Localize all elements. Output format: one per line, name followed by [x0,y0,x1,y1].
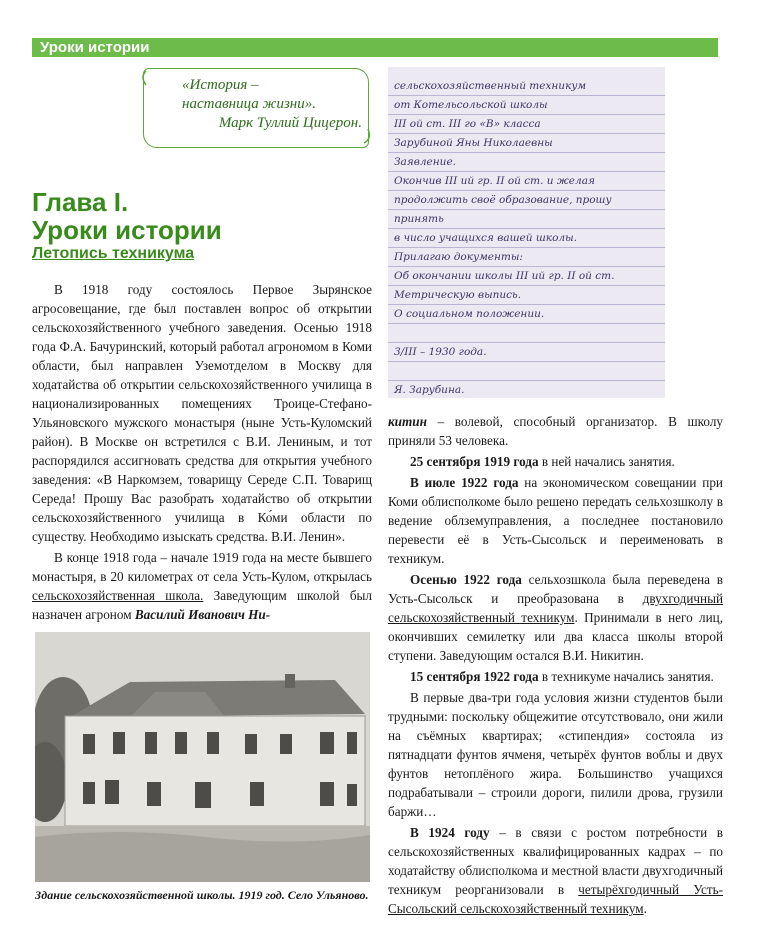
paragraph [388,667,723,686]
handwritten-text: сельскохозяйственный техникум от Котельсольской школы III ой ст. III го «В» класса Зарубиной Яны Николаевны Заявление. Окончив III ий гр. II ой ст. и желая продолжить своё образование, прошу принять в число учащихся вашей школы. Прилагаю документы: Об окончании школы III ий гр. II ой ст. Метрическую выпись. О социальном положении. 3/III – 1930 года. Я. Зарубина. [394,80,615,396]
handwritten-application-scan [388,67,665,398]
paragraph [388,473,723,568]
text-run: на экономическом совещании при Коми облисполкоме было решено передать сельхозшколу в ведение облземуправления, а последнее постановило перевести её в Усть-Сысольск и переименовать в техникум. [388,475,723,566]
text-run: сельхозшкола была переведена в Усть-Сысольск и преобразована в [388,572,723,606]
date-highlight: В июле 1922 года [410,475,519,490]
date-highlight: Осенью 1922 года [410,572,522,587]
date-highlight: 25 сентября 1919 года [410,454,539,469]
person-name: китин [388,414,427,429]
underlined-term: двухгодичный сельскохозяйственный техникум [388,591,723,625]
paragraph [388,570,723,665]
date-highlight: В 1924 году [410,825,490,840]
chapter-number: Глава I. [32,187,129,217]
school-building-photo [35,632,370,882]
text-run: – волевой, способный организатор. В школу приняли 53 человека. [388,414,723,448]
text-run: В конце 1918 года – начале 1919 года на месте бывшего монастыря, в 20 километрах от села Усть-Кулом, открылась [32,550,372,584]
chapter-heading [32,188,222,244]
section-header-bar [32,38,718,57]
text-run: . [643,901,647,916]
quote-author: Марк Туллий Цицерон. [218,115,362,131]
chapter-subtitle: Летопись техникума [32,245,195,262]
text-run: в ней начались занятия. [538,454,675,469]
text-run: – в связи с ростом потребности в сельскохозяйственных квалифицированных кадрах – по ходатайству облисполкома и местной власти двухгодичный техникум реорганизовали в [388,825,723,897]
underlined-term: сельскохозяйственная школа. [32,588,204,603]
date-highlight: 15 сентября 1922 года [410,669,539,684]
text-run: в техникуме начались занятия. [538,669,714,684]
paragraph [388,412,723,450]
epigraph-quote [182,76,382,133]
left-text-column [32,280,372,626]
section-title: Уроки истории [40,39,150,56]
paragraph: В первые два-три года условия жизни студентов были трудными: поскольку общежитие отсутствовало, они жили на съёмных квартирах; «стипендия» состояла из пятнадцати фунтов ячменя, четырёх фунтов воблы и двух фунтов нетоплёного жира. Большинство учащихся подрабатывали – строили дороги, пилили дрова, грузили баржи… [388,690,723,819]
paragraph [388,823,723,918]
person-name: Василий Иванович Ни- [134,607,271,622]
text-run: . Принимали в него лиц, окончивших семилетку или два класса школы второй ступени. Заведующим остался В.И. Никитин. [388,610,723,663]
quote-line-1: «История – [182,77,259,93]
right-text-column [388,412,723,920]
paragraph [388,452,723,471]
text-run: Заведующим школой был назначен агроном [32,588,373,622]
underlined-term: четырёхгодичный Усть-Сысольский сельскохозяйственный техникум [388,882,724,916]
paragraph: В 1918 году состоялось Первое Зырянское агросовещание, где был поставлен вопрос об открытии сельскохозяйственного учебного заведения. Осенью 1918 года Ф.А. Бачуринский, который работал агрономом в Коми области, был направлен Уземотделом в Москву для ходатайства об открытии сельскохозяйственного училища в национализированных помещениях Троице-Стефано-Ульяновского мужского монастыря (ныне Усть-Куломский район). В Москве он встретился с В.И. Лениным, и тот распорядился ассигновать средства для открытия учебного заведения: «В Наркомзем, товарищу Середе С.П. Товарищ Середа! Прошу Вас разобрать ходатайство об открытии сельскохозяйственного училища в Ко́ми области по существу. Необходимо изыскать средства. В.И. Ленин». [32,282,372,544]
building-image [35,632,370,882]
paragraph [32,548,372,624]
chapter-title: Уроки истории [32,215,222,245]
photo-caption: Здание сельскохозяйственной школы. 1919 год. Село Ульяново. [35,888,369,902]
quote-line-2: наставница жизни». [182,96,316,112]
